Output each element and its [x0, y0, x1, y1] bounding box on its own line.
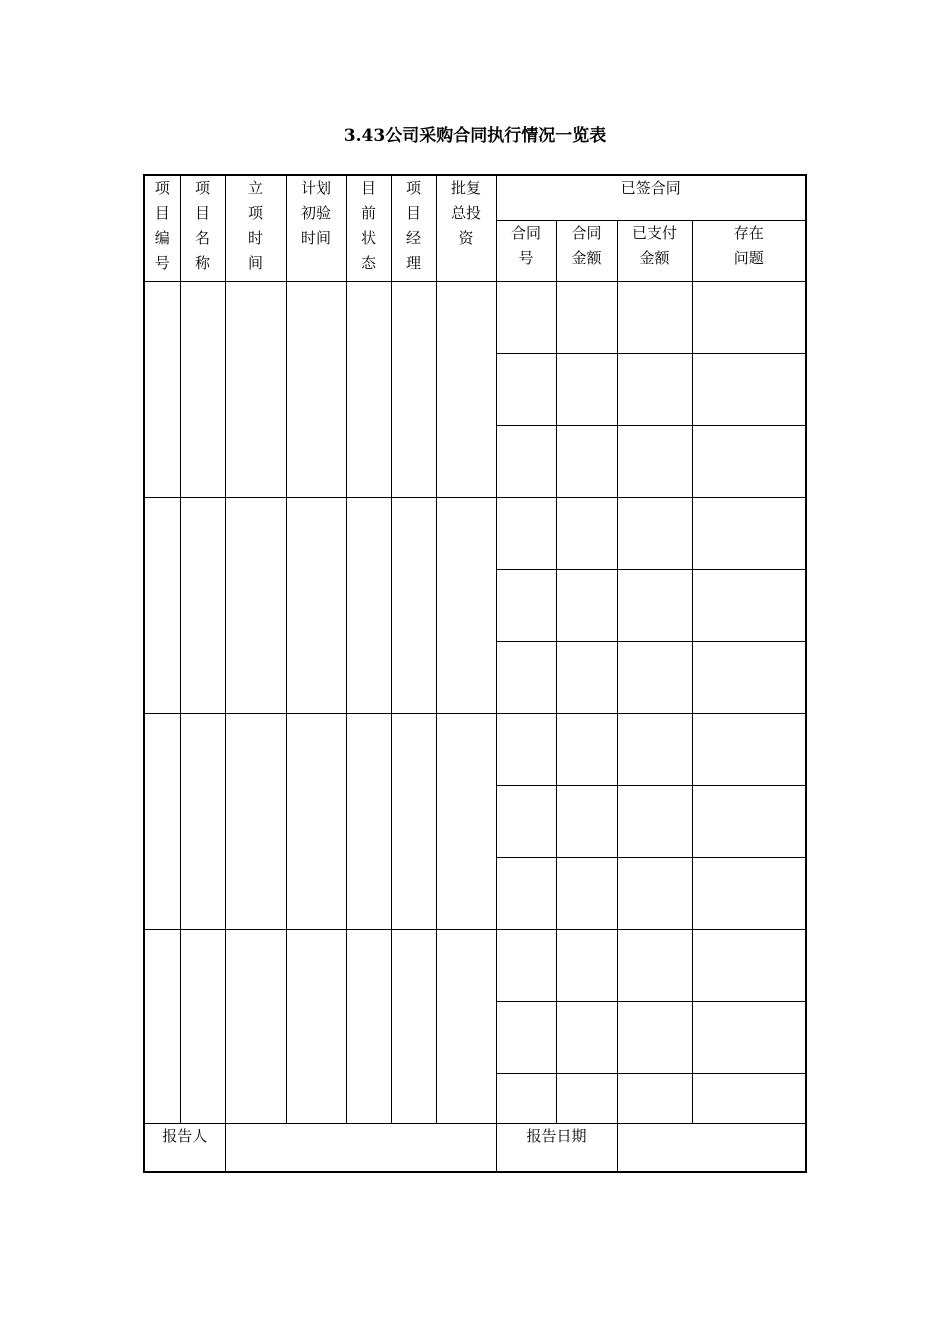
contract-amount-cell[interactable]: [556, 785, 617, 857]
issues-cell[interactable]: [692, 281, 806, 353]
approved-investment-cell[interactable]: [436, 497, 496, 713]
page-title: 3.43公司采购合同执行情况一览表: [343, 126, 607, 146]
header-project-manager: 项 目 经 理: [391, 175, 436, 281]
planned-acceptance-cell[interactable]: [286, 713, 346, 929]
header-issues: 存在 问题: [692, 220, 806, 281]
paid-amount-cell[interactable]: [617, 425, 692, 497]
contract-amount-cell[interactable]: [556, 1073, 617, 1123]
approved-investment-cell[interactable]: [436, 929, 496, 1123]
contract-amount-cell[interactable]: [556, 857, 617, 929]
setup-time-cell[interactable]: [225, 497, 286, 713]
project-name-cell[interactable]: [180, 713, 225, 929]
issues-cell[interactable]: [692, 1073, 806, 1123]
contract-no-cell[interactable]: [496, 353, 556, 425]
current-status-cell[interactable]: [346, 713, 391, 929]
contract-no-cell[interactable]: [496, 281, 556, 353]
header-approved-investment: 批复 总投 资: [436, 175, 496, 281]
setup-time-cell[interactable]: [225, 281, 286, 497]
current-status-cell[interactable]: [346, 497, 391, 713]
contract-amount-cell[interactable]: [556, 1001, 617, 1073]
issues-cell[interactable]: [692, 857, 806, 929]
paid-amount-cell[interactable]: [617, 785, 692, 857]
project-name-cell[interactable]: [180, 281, 225, 497]
header-paid-amount: 已支付 金额: [617, 220, 692, 281]
contract-amount-cell[interactable]: [556, 353, 617, 425]
contract-no-cell[interactable]: [496, 857, 556, 929]
setup-time-cell[interactable]: [225, 713, 286, 929]
issues-cell[interactable]: [692, 497, 806, 569]
project-no-cell[interactable]: [144, 929, 180, 1123]
contract-amount-cell[interactable]: [556, 929, 617, 1001]
header-current-status: 目 前 状 态: [346, 175, 391, 281]
project-no-cell[interactable]: [144, 713, 180, 929]
report-date-label: 报告日期: [496, 1123, 617, 1172]
issues-cell[interactable]: [692, 785, 806, 857]
issues-cell[interactable]: [692, 641, 806, 713]
contract-amount-cell[interactable]: [556, 641, 617, 713]
header-project-name: 项 目 名 称: [180, 175, 225, 281]
planned-acceptance-cell[interactable]: [286, 281, 346, 497]
issues-cell[interactable]: [692, 425, 806, 497]
project-manager-cell[interactable]: [391, 281, 436, 497]
contract-no-cell[interactable]: [496, 569, 556, 641]
header-planned-acceptance-time: 计划 初验 时间: [286, 175, 346, 281]
paid-amount-cell[interactable]: [617, 857, 692, 929]
contract-no-cell[interactable]: [496, 641, 556, 713]
planned-acceptance-cell[interactable]: [286, 497, 346, 713]
header-project-no: 项 目 编 号: [144, 175, 180, 281]
planned-acceptance-cell[interactable]: [286, 929, 346, 1123]
paid-amount-cell[interactable]: [617, 1073, 692, 1123]
paid-amount-cell[interactable]: [617, 1001, 692, 1073]
issues-cell[interactable]: [692, 569, 806, 641]
project-name-cell[interactable]: [180, 497, 225, 713]
project-no-cell[interactable]: [144, 497, 180, 713]
contract-amount-cell[interactable]: [556, 497, 617, 569]
approved-investment-cell[interactable]: [436, 281, 496, 497]
header-setup-time: 立 项 时 间: [225, 175, 286, 281]
reporter-label: 报告人: [144, 1123, 225, 1172]
report-date-value-cell[interactable]: [617, 1123, 806, 1172]
paid-amount-cell[interactable]: [617, 281, 692, 353]
project-manager-cell[interactable]: [391, 713, 436, 929]
paid-amount-cell[interactable]: [617, 569, 692, 641]
paid-amount-cell[interactable]: [617, 641, 692, 713]
paid-amount-cell[interactable]: [617, 353, 692, 425]
project-no-cell[interactable]: [144, 281, 180, 497]
project-manager-cell[interactable]: [391, 497, 436, 713]
project-name-cell[interactable]: [180, 929, 225, 1123]
contract-no-cell[interactable]: [496, 1073, 556, 1123]
contract-amount-cell[interactable]: [556, 713, 617, 785]
paid-amount-cell[interactable]: [617, 497, 692, 569]
current-status-cell[interactable]: [346, 929, 391, 1123]
contract-no-cell[interactable]: [496, 1001, 556, 1073]
contract-amount-cell[interactable]: [556, 425, 617, 497]
contract-no-cell[interactable]: [496, 713, 556, 785]
setup-time-cell[interactable]: [225, 929, 286, 1123]
header-contract-amount: 合同 金额: [556, 220, 617, 281]
contract-amount-cell[interactable]: [556, 569, 617, 641]
contract-no-cell[interactable]: [496, 497, 556, 569]
contract-no-cell[interactable]: [496, 785, 556, 857]
contract-amount-cell[interactable]: [556, 281, 617, 353]
contract-no-cell[interactable]: [496, 425, 556, 497]
reporter-value-cell[interactable]: [225, 1123, 496, 1172]
paid-amount-cell[interactable]: [617, 929, 692, 1001]
current-status-cell[interactable]: [346, 281, 391, 497]
issues-cell[interactable]: [692, 1001, 806, 1073]
issues-cell[interactable]: [692, 929, 806, 1001]
issues-cell[interactable]: [692, 713, 806, 785]
issues-cell[interactable]: [692, 353, 806, 425]
paid-amount-cell[interactable]: [617, 713, 692, 785]
contract-execution-table: [143, 174, 807, 1173]
approved-investment-cell[interactable]: [436, 713, 496, 929]
header-signed-contracts: 已签合同: [496, 175, 806, 220]
contract-no-cell[interactable]: [496, 929, 556, 1001]
header-contract-no: 合同 号: [496, 220, 556, 281]
project-manager-cell[interactable]: [391, 929, 436, 1123]
